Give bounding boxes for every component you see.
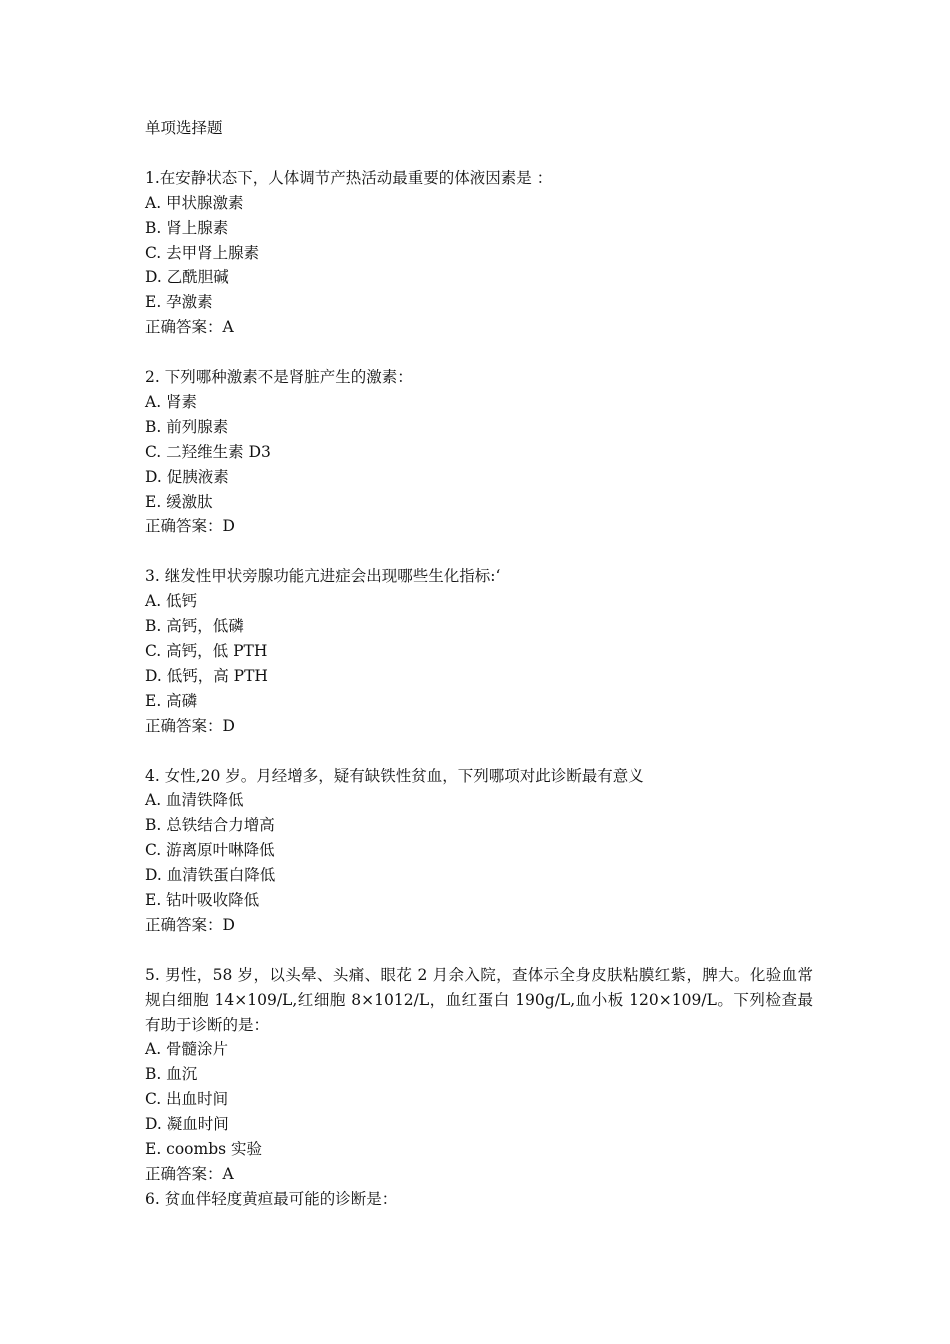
- correct-answer: 正确答案：D: [145, 915, 235, 934]
- correct-answer: 正确答案：A: [145, 1164, 234, 1183]
- question-6: [145, 1187, 813, 1212]
- option-d: D. 凝血时间: [145, 1115, 229, 1134]
- question-stem: 1.在安静状态下，人体调节产热活动最重要的体液因素是 ：: [145, 168, 553, 187]
- option-c: C. 去甲肾上腺素: [145, 243, 260, 262]
- option-c: C. 二羟维生素 D3: [145, 442, 271, 461]
- option-e: E. 缓激肽: [145, 492, 213, 511]
- question-stem: 2. 下列哪种激素不是肾脏产生的激素：: [145, 368, 413, 387]
- option-b: B. 肾上腺素: [145, 218, 229, 237]
- option-a: A. 血清铁降低: [145, 791, 244, 810]
- document-page: [145, 116, 813, 1212]
- question-stem: 5. 男性，58 岁，以头晕、头痛、眼花 2 月余入院，查体示全身皮肤粘膜红紫，脾大。化验血常规白细胞 14×109/L,红细胞 8×1012/L，血红蛋白 190g/L,血小板 120×109/L。下列检查最有助于诊断的是：: [145, 965, 813, 1034]
- question-stem: 6. 贫血伴轻度黄疸最可能的诊断是：: [145, 1189, 398, 1208]
- option-b: B. 总铁结合力增高: [145, 816, 275, 835]
- option-a: A. 骨髓涂片: [145, 1040, 229, 1059]
- option-d: D. 乙酰胆碱: [145, 268, 229, 287]
- option-b: B. 血沉: [145, 1065, 198, 1084]
- option-b: B. 前列腺素: [145, 417, 229, 436]
- option-d: D. 促胰液素: [145, 467, 229, 486]
- correct-answer: 正确答案：D: [145, 716, 235, 735]
- question-2: [145, 365, 813, 539]
- option-b: B. 高钙，低磷: [145, 617, 244, 636]
- option-d: D. 血清铁蛋白降低: [145, 866, 276, 885]
- option-a: A. 甲状腺激素: [145, 193, 244, 212]
- question-stem: 4. 女性,20 岁。月经增多，疑有缺铁性贫血，下列哪项对此诊断最有意义: [145, 766, 644, 785]
- option-e: E. 钴叶吸收降低: [145, 891, 260, 910]
- question-stem: 3. 继发性甲状旁腺功能亢进症会出现哪些生化指标:‘: [145, 567, 501, 586]
- option-d: D. 低钙，高 PTH: [145, 666, 268, 685]
- question-4: [145, 764, 813, 938]
- option-a: A. 肾素: [145, 392, 198, 411]
- option-e: E. 高磷: [145, 691, 198, 710]
- correct-answer: 正确答案：D: [145, 517, 235, 536]
- correct-answer: 正确答案：A: [145, 318, 234, 337]
- question-3: [145, 564, 813, 738]
- option-a: A. 低钙: [145, 592, 198, 611]
- option-c: C. 出血时间: [145, 1090, 229, 1109]
- option-e: E. coombs 实验: [145, 1140, 263, 1159]
- question-1: [145, 166, 813, 340]
- option-c: C. 游离原叶啉降低: [145, 841, 275, 860]
- option-e: E. 孕激素: [145, 293, 213, 312]
- question-5: [145, 963, 813, 1187]
- option-c: C. 高钙，低 PTH: [145, 641, 268, 660]
- section-heading: 单项选择题: [145, 119, 223, 137]
